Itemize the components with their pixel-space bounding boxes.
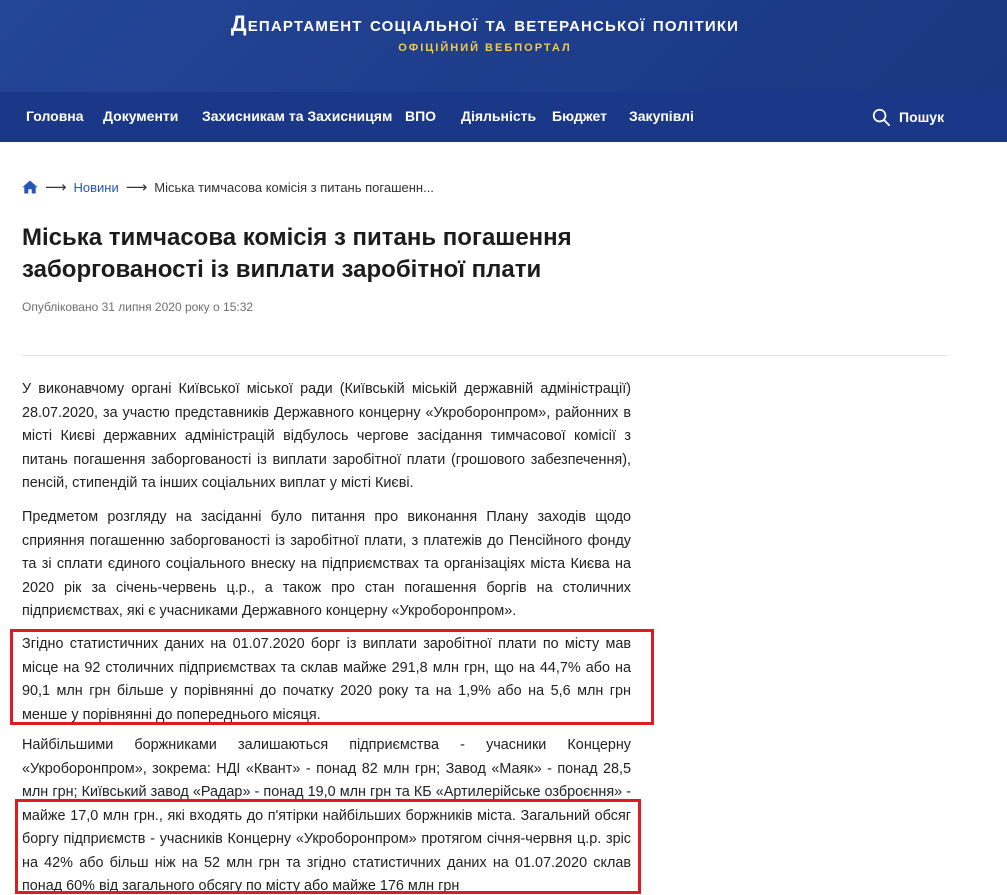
breadcrumb-separator: ⟶ (125, 179, 148, 196)
article-paragraph-3: Згідно статистичних даних на 01.07.2020 борг із виплати заробітної плати по місту мав місце на 92 столичних підприємствах та склав майже 291,8 млн грн, що на 44,7% або на 90,1 млн грн більше у порівнянні до початку 2020 року та на 1,9% або на 5,6 млн грн менше у порівнянні до попереднього місяця. (22, 636, 631, 723)
site-header (0, 0, 1007, 92)
nav-item-defenders[interactable]: Захисникам та Захисницям (202, 108, 393, 124)
page-title: Міська тимчасова комісія з питань погашення заборгованості із виплати заробітної плати (22, 224, 572, 283)
nav-item-procurement[interactable]: Закупівлі (629, 108, 694, 124)
search-label: Пошук (899, 109, 945, 125)
breadcrumb-current: Міська тимчасова комісія з питань погашенн... (154, 179, 434, 195)
published-date: Опубліковано 31 липня 2020 року о 15:32 (22, 300, 254, 314)
article-paragraph-1: У виконавчому органі Київської міської ради (Київській міській державній адміністрації) 28.07.2020, за участю представників Державного концерну «Укроборонпром», районних в місті Києві державних адміністрацій відбулось чергове засідання тимчасової комісії з питань погашення заборгованості із виплати заробітної плати (грошового забезпечення), пенсій, стипендій та інших соціальних виплат у місті Києві. (22, 381, 631, 491)
highlight-box (15, 799, 641, 894)
site-title[interactable]: Департамент соціальної та ветеранської політики (230, 11, 740, 36)
nav-item-budget[interactable]: Бюджет (552, 108, 607, 124)
search-icon (872, 108, 891, 127)
breadcrumb (22, 178, 434, 196)
breadcrumb-news-link[interactable]: Новини (73, 179, 119, 195)
main-nav (0, 92, 1007, 142)
article-paragraph-2: Предметом розгляду на засіданні було питання про виконання Плану заходів щодо сприяння погашенню заборгованості із заробітної плати, з платежів до Пенсійного фонду та зі сплати єдиного соціального внеску на підприємствах та організаціях міста Києва на 2020 рік за січень-червень ц.р., а також про стан погашення боргів на столичних підприємствах, які є учасниками Державного концерну «Укроборонпром». (22, 509, 631, 619)
nav-item-home[interactable]: Головна (26, 108, 84, 124)
breadcrumb-separator: ⟶ (45, 179, 67, 196)
article-paragraph-4: Найбільшими боржниками залишаються підприємства - учасники Концерну «Укроборонпром», зокрема: НДІ «Квант» - понад 82 млн грн; Завод «Маяк» - понад 28,5 млн грн; Київський завод «Радар» - понад 19,0 млн грн та КБ «Артилерійське озброєння» - майже 17,0 млн грн., які входять до п'ятірки найбільших боржників міста. Загальний обсяг боргу підприємств - учасників Концерну «Укроборонпром» протягом січня-червня ц.р. зріс на 42% або більш ніж на 52 млн грн та згідно статистичних даних на 01.07.2020 склав понад 60% від загального обсягу по місту або майже 176 млн грн (22, 737, 631, 894)
search-button[interactable] (872, 106, 944, 128)
divider (22, 355, 947, 356)
nav-item-documents[interactable]: Документи (103, 108, 179, 124)
highlight-box (10, 629, 654, 725)
nav-item-idp[interactable]: ВПО (405, 108, 437, 124)
site-subtitle: ОФІЦІЙНИЙ ВЕБПОРТАЛ (398, 42, 572, 54)
home-icon[interactable] (22, 180, 38, 194)
nav-item-activity[interactable]: Діяльність (461, 108, 537, 124)
